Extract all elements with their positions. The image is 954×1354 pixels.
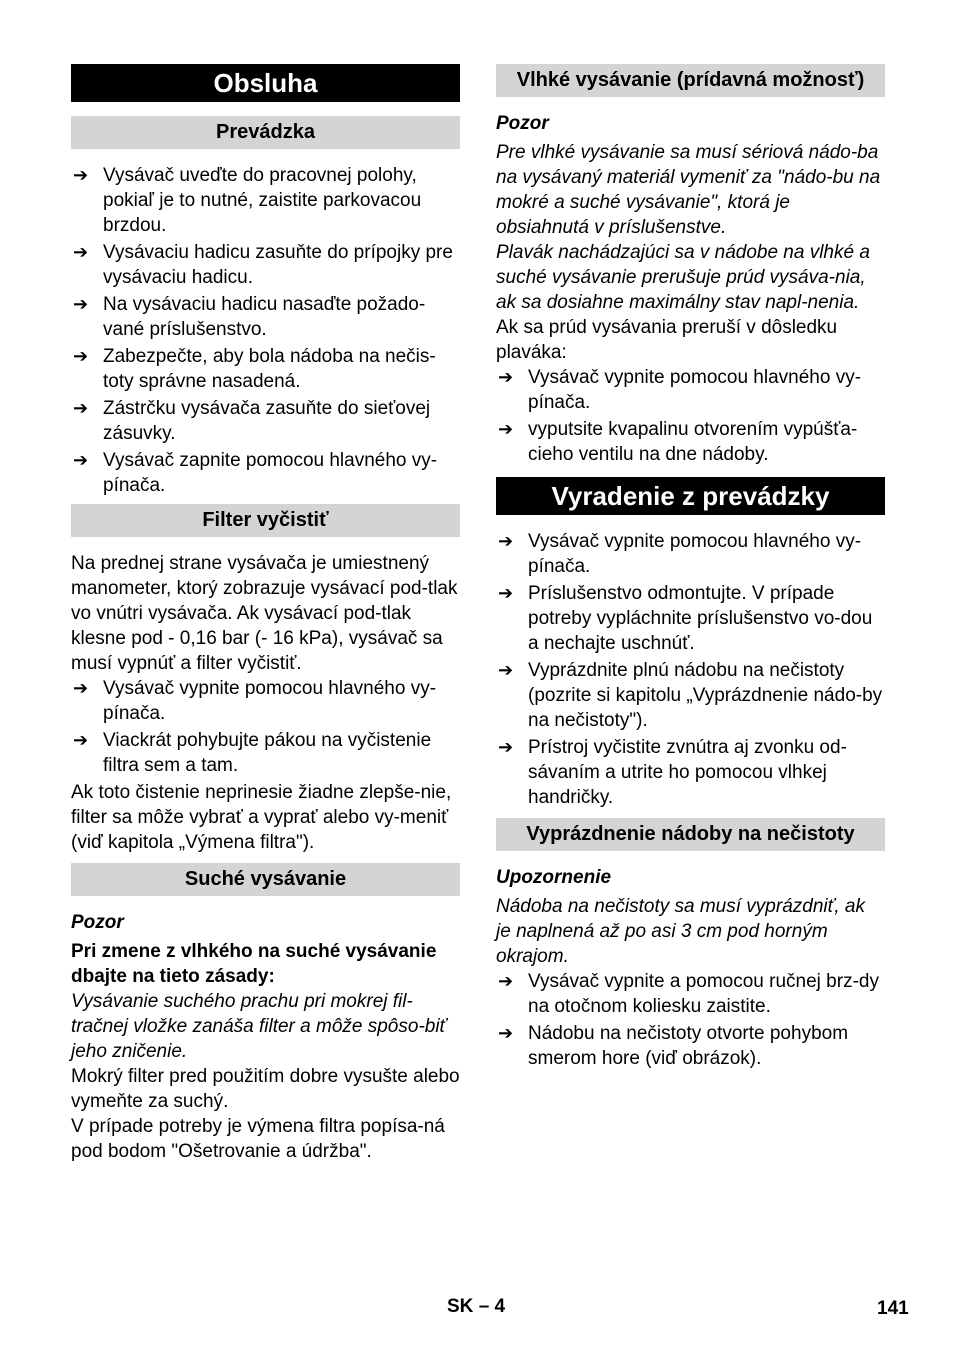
filter-intro: Na prednej strane vysávača je umiestnený manometer, ktorý zobrazuje vysávací pod-tlak vo vnútri vysávača. Ak vysávací pod-tlak klesne pod - 0,16 bar (- 16 kPa), vysávač sa musí vypnúť a filter vyčistiť. xyxy=(71,553,458,674)
left-column xyxy=(71,64,460,1164)
list-item: ➔ Zástrčku vysávača zasuňte do sieťovej zásuvky. xyxy=(73,398,431,444)
arrow-right-icon: ➔ xyxy=(498,660,514,680)
list-item: ➔ Vysávaciu hadicu zasuňte do prípojky pre vysávaciu hadicu. xyxy=(73,242,453,288)
right-column xyxy=(496,64,885,1073)
arrow-right-icon: ➔ xyxy=(73,730,89,750)
arrow-right-icon: ➔ xyxy=(498,1023,514,1043)
list-item: ➔ Vysávač uveďte do pracovnej polohy, pokiaľ je to nutné, zaistite parkovacou brzdou. xyxy=(73,165,422,236)
vlhke-italic-1: Pre vlhké vysávanie sa musí sériová nádo-ba na vysávaný materiál vymeniť za "nádo-bu na mokré a suché vysávanie", ktorá je obsiahnutá v príslušenstve. xyxy=(496,142,881,238)
list-item: ➔ Vysávač vypnite pomocou hlavného vy-pínača. xyxy=(73,678,437,724)
suche-p1: Mokrý filter pred použitím dobre vysušte alebo vymeňte za suchý. xyxy=(71,1066,460,1112)
arrow-right-icon: ➔ xyxy=(73,294,89,314)
arrow-right-icon: ➔ xyxy=(498,583,514,603)
list-item: ➔ Vyprázdnite plnú nádobu na nečistoty (pozrite si kapitolu „Vyprázdnenie nádo-by na nečistoty"). xyxy=(498,660,883,731)
arrow-right-icon: ➔ xyxy=(73,242,89,262)
list-item: ➔ Vysávač vypnite pomocou hlavného vy-pínača. xyxy=(498,531,862,577)
arrow-right-icon: ➔ xyxy=(498,971,514,991)
list-item: ➔ Vysávač vypnite a pomocou ručnej brz-dy na otočnom koliesku zaistite. xyxy=(498,971,879,1017)
warning-label: Pozor xyxy=(71,912,124,933)
vyprazdnenie-list xyxy=(496,969,885,1071)
footer-section-label: SK – 4 xyxy=(447,1296,506,1317)
list-item: ➔ Vysávač vypnite pomocou hlavného vy-pínača. xyxy=(498,367,862,413)
heading-filter: Filter vyčistiť xyxy=(71,504,460,537)
notice-label: Upozornenie xyxy=(496,867,612,888)
suche-italic: Vysávanie suchého prachu pri mokrej fil-tračnej vložke zanáša filter a môže spôso-biť jeho zničenie. xyxy=(71,991,447,1062)
arrow-right-icon: ➔ xyxy=(498,531,514,551)
arrow-right-icon: ➔ xyxy=(73,678,89,698)
vlhke-p1: Ak sa prúd vysávania preruší v dôsledku plaváka: xyxy=(496,317,838,363)
vlhke-list xyxy=(496,365,885,467)
list-item: ➔ Vysávač zapnite pomocou hlavného vy-pínača. xyxy=(73,450,438,496)
suche-p2: V prípade potreby je výmena filtra popísa-ná pod bodom "Ošetrovanie a údržba". xyxy=(71,1116,445,1162)
heading-vlhke: Vlhké vysávanie (prídavná možnosť) xyxy=(496,64,885,97)
list-item: ➔ vyputsite kvapalinu otvorením vypúšťa-cieho ventilu na dne nádoby. xyxy=(498,419,858,465)
suche-bold: Pri zmene z vlhkého na suché vysávanie dbajte na tieto zásady: xyxy=(71,941,437,987)
arrow-right-icon: ➔ xyxy=(498,367,514,387)
list-item: ➔ Zabezpečte, aby bola nádoba na nečis-toty správne nasadená. xyxy=(73,346,436,392)
section-title-obsluha: Obsluha xyxy=(71,64,460,102)
arrow-right-icon: ➔ xyxy=(73,398,89,418)
list-item: ➔ Viackrát pohybujte pákou na vyčistenie filtra sem a tam. xyxy=(73,730,432,776)
heading-suche: Suché vysávanie xyxy=(71,863,460,896)
list-item: ➔ Nádobu na nečistoty otvorte pohybom smerom hore (viď obrázok). xyxy=(498,1023,849,1069)
page-number: 141 xyxy=(877,1298,909,1319)
list-item: ➔ Príslušenstvo odmontujte. V prípade potreby vypláchnite príslušenstvo vo-dou a nechajte uschnúť. xyxy=(498,583,873,654)
list-item: ➔ Prístroj vyčistite zvnútra aj zvonku od-sávaním a utrite ho pomocou vlhkej handričky. xyxy=(498,737,847,808)
arrow-right-icon: ➔ xyxy=(73,450,89,470)
section-title-vyradenie: Vyradenie z prevádzky xyxy=(496,477,885,515)
arrow-right-icon: ➔ xyxy=(498,737,514,757)
heading-vyprazdnenie: Vyprázdnenie nádoby na nečistoty xyxy=(496,818,885,851)
filter-list xyxy=(71,676,460,778)
vlhke-italic-2: Plavák nachádzajúci sa v nádobe na vlhké a suché vysávanie prerušuje prúd vysáva-nia, ak sa dosiahne maximálny stav napl-nenia. xyxy=(496,242,870,313)
arrow-right-icon: ➔ xyxy=(73,346,89,366)
arrow-right-icon: ➔ xyxy=(73,165,89,185)
arrow-right-icon: ➔ xyxy=(498,419,514,439)
vyradenie-list xyxy=(496,529,885,810)
filter-outro: Ak toto čistenie neprinesie žiadne zlepše-nie, filter sa môže vybrať a vyprať alebo vy-meniť (viď kapitola „Výmena filtra"). xyxy=(71,782,452,853)
heading-prevadzka: Prevádzka xyxy=(71,116,460,149)
prevadzka-list xyxy=(71,163,460,498)
warning-label: Pozor xyxy=(496,113,549,134)
vyprazdnenie-italic: Nádoba na nečistoty sa musí vyprázdniť, ak je naplnená až po asi 3 cm pod horným okrajom. xyxy=(496,896,865,967)
list-item: ➔ Na vysávaciu hadicu nasaďte požado-vané príslušenstvo. xyxy=(73,294,426,340)
